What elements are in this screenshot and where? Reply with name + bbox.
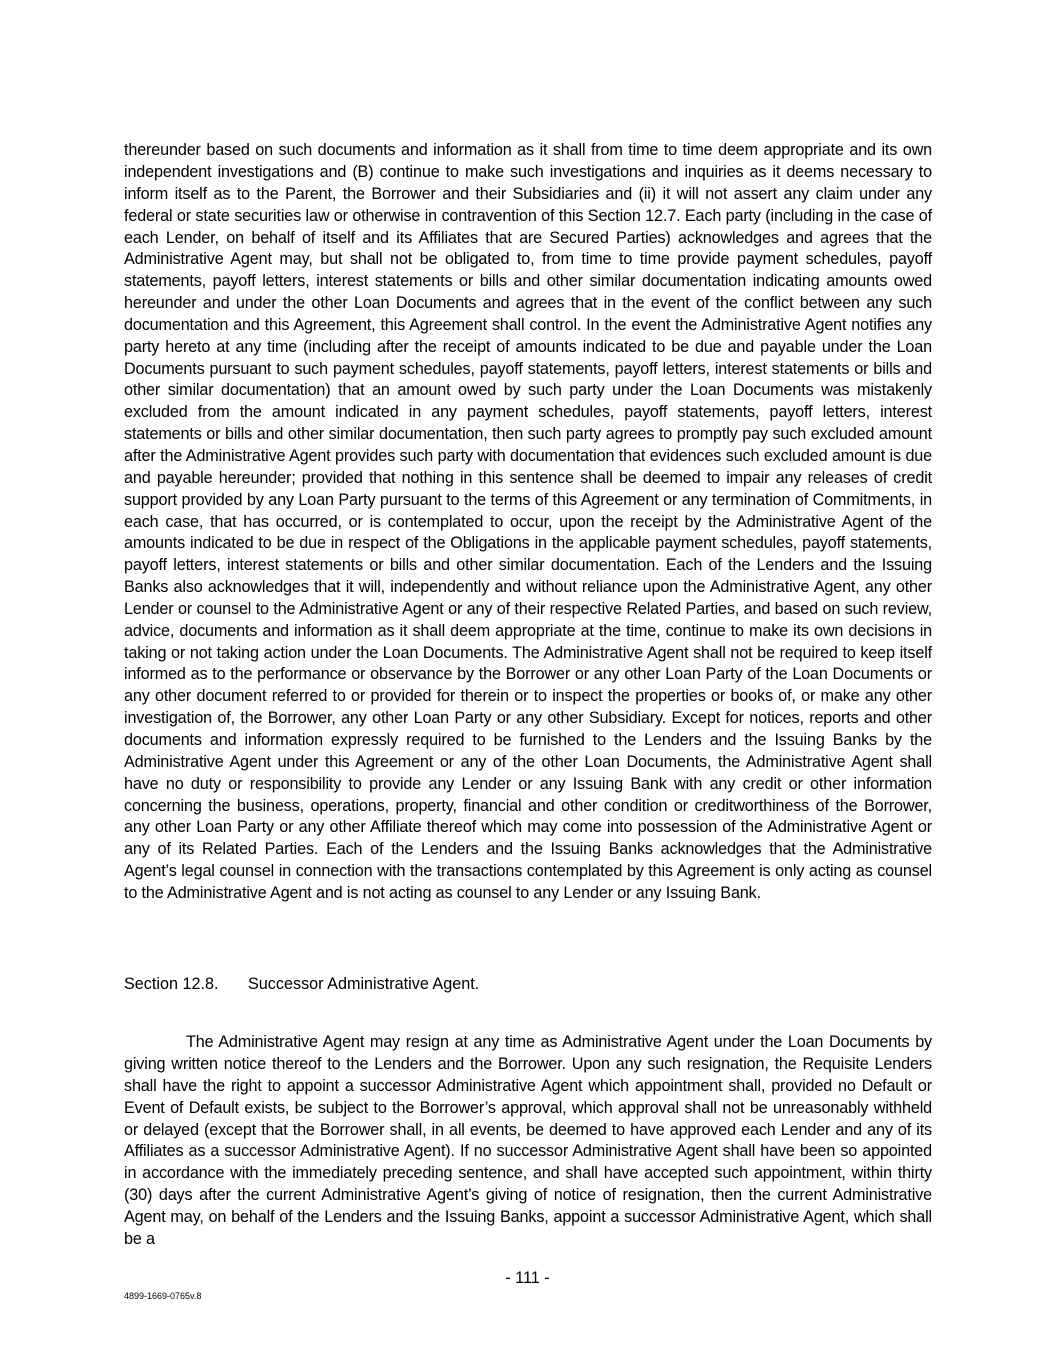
section-number: Section 12.8. bbox=[124, 975, 219, 993]
page-number: - 111 - bbox=[505, 1269, 550, 1287]
body-paragraph-successor-agent: The Administrative Agent may resign at any time as Administrative Agent under the Loan Documents by giving written notice thereof to the Lenders and the Borrower. Upon any such resignation, the Requisite Lenders shall have the right to appoint a successor Administrative Agent which appointment shall, provided no Default or Event of Default exists, be subject to the Borrower’s approval, which approval shall not be unreasonably withheld or delayed (except that the Borrower shall, in all events, be deemed to have approved each Lender and any of its Affiliates as a successor Administrative Agent). If no successor Administrative Agent shall have been so appointed in accordance with the immediately preceding sentence, and shall have accepted such appointment, within thirty (30) days after the current Administrative Agent’s giving of notice of resignation, then the current Administrative Agent may, on behalf of the Lenders and the Issuing Banks, appoint a successor Administrative Agent, which shall be a bbox=[124, 1033, 932, 1248]
section-heading bbox=[124, 974, 479, 996]
document-id-footer: 4899-1669-0765v.8 bbox=[124, 1291, 202, 1301]
section-title: Successor Administrative Agent. bbox=[248, 975, 480, 993]
body-paragraph-continuation: thereunder based on such documents and information as it shall from time to time deem appropriate and its own independent investigations and (B) continue to make such investigations and inquiries as it deems necessary to inform itself as to the Parent, the Borrower and their Subsidiaries and (ii) it will not assert any claim under any federal or state securities law or otherwise in contravention of this Section 12.7. Each party (including in the case of each Lender, on behalf of itself and its Affiliates that are Secured Parties) acknowledges and agrees that the Administrative Agent may, but shall not be obligated to, from time to time provide payment schedules, payoff statements, payoff letters, interest statements or bills and other similar documentation indicating amounts owed hereunder and under the other Loan Documents and agrees that in the event of the conflict between any such documentation and this Agreement, this Agreement shall control. In the event the Administrative Agent notifies any party hereto at any time (including after the receipt of amounts indicated to be due and payable under the Loan Documents pursuant to such payment schedules, payoff statements, payoff letters, interest statements or bills and other similar documentation) that an amount owed by such party under the Loan Documents was mistakenly excluded from the amount indicated in any payment schedules, payoff statements, payoff letters, interest statements or bills and other similar documentation, then such party agrees to promptly pay such excluded amount after the Administrative Agent provides such party with documentation that evidences such excluded amount is due and payable hereunder; provided that nothing in this sentence shall be deemed to impair any releases of credit support provided by any Loan Party pursuant to the terms of this Agreement or any termination of Commitments, in each case, that has occurred, or is contemplated to occur, upon the receipt by the Administrative Agent of the amounts indicated to be due in respect of the Obligations in the applicable payment schedules, payoff statements, payoff letters, interest statements or bills and other similar documentation. Each of the Lenders and the Issuing Banks also acknowledges that it will, independently and without reliance upon the Administrative Agent, any other Lender or counsel to the Administrative Agent or any of their respective Related Parties, and based on such review, advice, documents and information as it shall deem appropriate at the time, continue to make its own decisions in taking or not taking action under the Loan Documents. The Administrative Agent shall not be required to keep itself informed as to the performance or observance by the Borrower or any other Loan Party of the Loan Documents or any other document referred to or provided for therein or to inspect the properties or books of, or make any other investigation of, the Borrower, any other Loan Party or any other Subsidiary. Except for notices, reports and other documents and information expressly required to be furnished to the Lenders and the Issuing Banks by the Administrative Agent under this Agreement or any of the other Loan Documents, the Administrative Agent shall have no duty or responsibility to provide any Lender or any Issuing Bank with any credit or other information concerning the business, operations, property, financial and other condition or creditworthiness of the Borrower, any other Loan Party or any other Affiliate thereof which may come into possession of the Administrative Agent or any of its Related Parties. Each of the Lenders and the Issuing Banks acknowledges that the Administrative Agent’s legal counsel in connection with the transactions contemplated by this Agreement is only acting as counsel to the Administrative Agent and is not acting as counsel to any Lender or any Issuing Bank. bbox=[124, 141, 932, 902]
